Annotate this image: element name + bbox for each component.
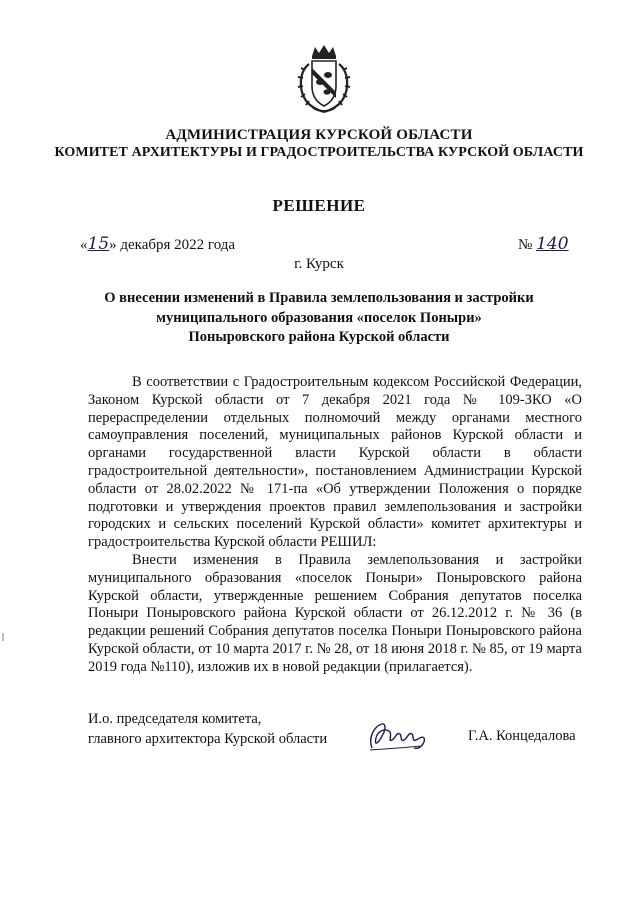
document-date	[80, 234, 235, 254]
subject-line-3: Поныровского района Курской области	[188, 329, 450, 345]
date-open-quote: «	[80, 237, 88, 253]
city: г. Курск	[294, 256, 344, 272]
margin-mark	[2, 633, 4, 641]
header-line-2: КОМИТЕТ АРХИТЕКТУРЫ И ГРАДОСТРОИТЕЛЬСТВА КУРСКОЙ ОБЛАСТИ	[54, 145, 584, 160]
document-subject	[0, 289, 638, 348]
signatory-name: Г.А. Концедалова	[468, 728, 576, 744]
signatory-position	[88, 709, 327, 749]
subject-line-1: О внесении изменений в Правила землепользования и застройки	[104, 290, 534, 306]
header-line-1: АДМИНИСТРАЦИЯ КУРСКОЙ ОБЛАСТИ	[165, 127, 473, 143]
document-number	[518, 234, 569, 254]
handwritten-signature	[364, 718, 430, 754]
coat-of-arms-emblem	[293, 42, 355, 114]
subject-line-2: муниципального образования «поселок Поныри»	[156, 309, 482, 326]
number-prefix: №	[518, 237, 533, 253]
signatory-position-line-2: главного архитектора Курской области	[88, 731, 328, 747]
number-value-handwritten: 140	[536, 234, 569, 254]
date-day-handwritten: 15	[87, 234, 110, 254]
date-close-quote: »	[109, 237, 117, 253]
body-paragraph-1: В соответствии с Градостроительным кодексом Российской Федерации, Законом Курской области от 7 декабря 2021 года № 109-ЗКО «О перераспределении отдельных полномочий между органами местного самоуправления поселений, муниципальных районов Курской области и органами государственной власти Курской области в области градостроительной деятельности», постановлением Администрации Курской области от 28.02.2022 № 171-па «Об утверждении Положения о порядке подготовки и утверждения проектов правил землепользования и застройки городских и сельских поселений Курской области» комитет архитектуры и градостроительства Курской области РЕШИЛ:	[88, 374, 582, 551]
date-month-year: декабря 2022 года	[120, 237, 236, 253]
signatory-position-line-1: И.о. председателя комитета,	[88, 711, 262, 727]
document-body	[88, 374, 582, 677]
document-type-title: РЕШЕНИЕ	[272, 196, 366, 215]
body-paragraph-2: Внести изменения в Правила землепользования и застройки муниципального образования «поселок Поныри» Поныровского района Курской области, утвержденные решением Собрания депутатов поселка Поныри Поныровского района Курской области от 26.12.2012 г. № 36 (в редакции решений Собрания депутатов поселка Поныри Поныровского района Курской области, от 10 марта 2017 г. № 28, от 18 июня 2018 г. № 85, от 19 марта 2019 года №110), изложив их в новой редакции (прилагается).	[88, 551, 582, 675]
